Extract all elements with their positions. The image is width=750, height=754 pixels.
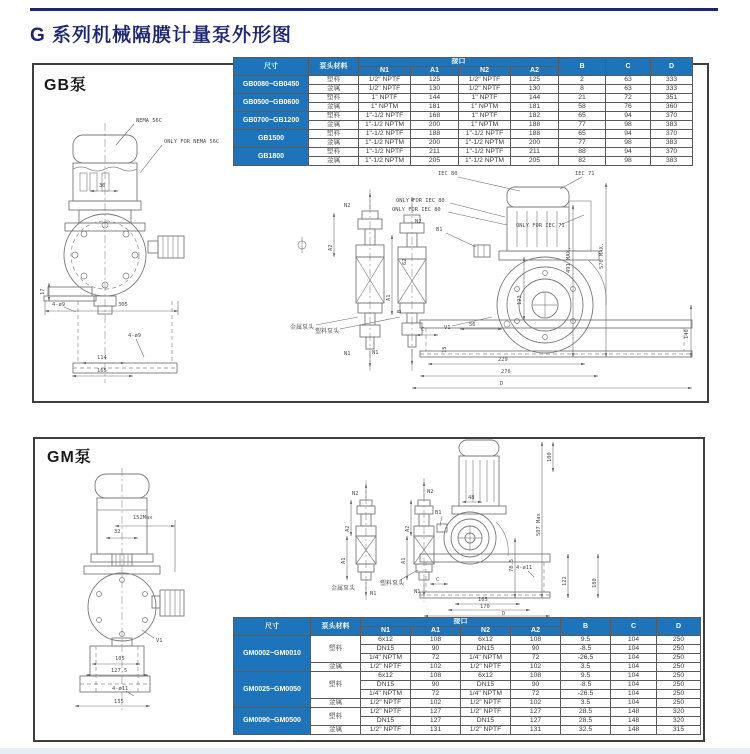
table-cell: 77 — [559, 139, 606, 148]
table-cell: 131 — [511, 726, 561, 735]
only-for-nema-56c-label: ONLY FOR NEMA 56C — [164, 139, 220, 145]
table-cell: 72 — [411, 690, 461, 699]
n1-label-plastic: N1 — [414, 589, 421, 595]
table-cell: 塑料 — [309, 76, 359, 85]
dim-4-o11: 4-ø11 — [112, 686, 129, 692]
table-cell: DN15 — [461, 717, 511, 726]
table-cell: 21 — [559, 94, 606, 103]
table-cell: 102 — [411, 699, 461, 708]
table-cell: 金属 — [309, 85, 359, 94]
table-cell: 1" NPTM — [459, 121, 511, 130]
header-cell: B — [559, 58, 606, 76]
table-cell: 104 — [611, 690, 657, 699]
dim-127-5: 127.5 — [111, 668, 128, 674]
dim-180: 180 — [592, 578, 598, 588]
table-cell: 2 — [559, 76, 606, 85]
iec-80-label: IEC 80 — [438, 171, 458, 177]
table-cell: 383 — [651, 139, 693, 148]
table-row — [234, 58, 693, 67]
table-cell: 72 — [606, 94, 651, 103]
table-cell: 315 — [657, 726, 701, 735]
gb-front-view-drawing — [30, 95, 245, 395]
table-cell: 65 — [559, 130, 606, 139]
row-header-cell: GB1500 — [234, 130, 309, 148]
n1-label-metal: N1 — [344, 351, 351, 357]
header-cell: N1 — [359, 67, 411, 76]
gm-panel-title: GM泵 — [47, 449, 92, 466]
table-cell: 1/2" NPTF — [461, 699, 511, 708]
header-cell: 泵头材料 — [309, 58, 359, 76]
dim-d: D — [502, 611, 506, 617]
table-cell: 108 — [511, 636, 561, 645]
table-cell: 200 — [511, 139, 559, 148]
table-cell: 1/4" NPTM — [461, 690, 511, 699]
table-cell: 6x12 — [461, 672, 511, 681]
header-cell: 接口 — [359, 58, 559, 67]
table-cell: 1" NPTM — [359, 103, 411, 112]
dim-100: 100 — [547, 452, 553, 462]
b1-label: B1 — [436, 227, 443, 233]
dim-491-max: 491 MAX. — [566, 247, 572, 273]
table-cell: 1"-1/2 NPTM — [459, 157, 511, 166]
table-cell: 3.5 — [561, 663, 611, 672]
table-cell: 塑料 — [309, 148, 359, 157]
dim-62: 62 — [402, 258, 408, 265]
dim-507max: 507 Max — [536, 513, 542, 536]
table-cell: 77 — [559, 121, 606, 130]
gb-table — [233, 57, 693, 166]
table-cell: 1" NPTF — [459, 112, 511, 121]
table-cell: 金属 — [309, 121, 359, 130]
table-cell: 1"-1/2 NPTF — [459, 148, 511, 157]
table-cell: 金属 — [311, 699, 361, 708]
table-cell: 88 — [559, 148, 606, 157]
table-cell: 250 — [657, 663, 701, 672]
table-cell: 金属 — [311, 726, 361, 735]
table-cell: 168 — [411, 112, 459, 121]
header-cell: 泵头材料 — [311, 618, 361, 636]
table-cell: 76 — [606, 103, 651, 112]
table-cell: 1/2" NPTF — [461, 708, 511, 717]
header-cell: B — [561, 618, 611, 636]
table-cell: 102 — [511, 699, 561, 708]
a1-dim-plastic: A1 — [401, 557, 407, 564]
header-cell: N2 — [461, 627, 511, 636]
dim-123: 123 — [517, 295, 523, 305]
table-cell: 148 — [611, 717, 657, 726]
table-row — [234, 94, 693, 103]
table-cell: 250 — [657, 636, 701, 645]
table-cell: 370 — [651, 130, 693, 139]
table-cell: 144 — [511, 94, 559, 103]
dim-48: 48 — [468, 495, 475, 501]
dim-152max: 152Max — [133, 515, 153, 521]
table-cell: 1" NPTF — [359, 94, 411, 103]
table-cell: 塑料 — [309, 112, 359, 121]
table-cell: DN15 — [361, 681, 411, 690]
table-cell: 金属 — [311, 663, 361, 672]
n1-label-metal: N1 — [370, 591, 377, 597]
table-cell: 370 — [651, 148, 693, 157]
n2-label-metal: N2 — [344, 203, 351, 209]
table-cell: 1/4" NPTM — [361, 690, 411, 699]
table-cell: 8 — [559, 85, 606, 94]
dim-4-o9-b: 4-ø9 — [128, 333, 141, 339]
only-for-iec80-label-2: ONLY FOR IEC 80 — [392, 207, 441, 213]
plastic-head-label: 塑料泵头 — [315, 329, 340, 335]
dim-114: 114 — [97, 355, 107, 361]
table-cell: 181 — [511, 103, 559, 112]
table-cell: 6x12 — [361, 636, 411, 645]
a1-dim: A1 — [386, 294, 392, 301]
table-cell: 65 — [559, 112, 606, 121]
table-cell: 320 — [657, 708, 701, 717]
gb-panel-title: GB泵 — [44, 77, 88, 94]
table-cell: 90 — [411, 645, 461, 654]
table-cell: 188 — [511, 130, 559, 139]
dim-56: 56 — [469, 322, 476, 328]
table-cell: 6x12 — [461, 636, 511, 645]
gm-side-view-drawing — [330, 438, 702, 618]
dim-15: 15 — [442, 346, 448, 353]
only-for-iec80-label-1: ONLY FOR IEC 80 — [396, 198, 445, 204]
n2-label-plastic: N2 — [415, 219, 422, 225]
table-cell: DN15 — [461, 681, 511, 690]
dim-105: 105 — [115, 656, 125, 662]
b-dim: B — [397, 309, 403, 313]
dim-165: 165 — [97, 368, 107, 374]
table-cell: 1"-1/2 NPTF — [359, 148, 411, 157]
table-cell: 1" NPTM — [459, 103, 511, 112]
table-cell: 104 — [611, 681, 657, 690]
table-cell: -8.5 — [561, 681, 611, 690]
v1-label: V1 — [156, 638, 163, 644]
table-cell: 250 — [657, 645, 701, 654]
row-header-cell: GM0090~GM0500 — [234, 708, 311, 735]
table-cell: 127 — [411, 717, 461, 726]
table-cell: 182 — [511, 112, 559, 121]
table-cell: 塑料 — [309, 130, 359, 139]
table-cell: 金属 — [309, 103, 359, 112]
table-cell: 200 — [411, 139, 459, 148]
table-cell: 130 — [511, 85, 559, 94]
table-cell: 3.5 — [561, 699, 611, 708]
table-cell: 127 — [411, 708, 461, 717]
table-cell: 63 — [606, 76, 651, 85]
table-cell: 148 — [611, 708, 657, 717]
gm-table — [233, 617, 701, 735]
v1-label: V1 — [444, 325, 451, 331]
n1-label-plastic: N1 — [372, 350, 379, 356]
table-cell: 1/4" NPTM — [361, 654, 411, 663]
table-cell: DN15 — [361, 717, 411, 726]
table-cell: 9.5 — [561, 672, 611, 681]
table-cell: 塑料 — [311, 672, 361, 699]
table-cell: 211 — [511, 148, 559, 157]
header-cell: C — [611, 618, 657, 636]
gm-front-view-drawing — [40, 460, 240, 718]
dim-17: 17 — [40, 288, 46, 295]
table-cell: 188 — [511, 121, 559, 130]
table-row — [234, 130, 693, 139]
table-cell: 181 — [411, 103, 459, 112]
plastic-head-label: 塑料泵头 — [380, 581, 405, 587]
table-cell: 塑料 — [309, 94, 359, 103]
table-cell: 205 — [511, 157, 559, 166]
table-cell: 211 — [411, 148, 459, 157]
table-cell: 1/2" NPTF — [361, 726, 411, 735]
header-cell: 接口 — [361, 618, 561, 627]
header-cell: N1 — [361, 627, 411, 636]
table-cell: 58 — [559, 103, 606, 112]
dim-122: 122 — [562, 576, 568, 586]
dim-276: 276 — [501, 369, 511, 375]
table-cell: 104 — [611, 645, 657, 654]
dim-4-o11: 4-ø11 — [516, 565, 533, 571]
table-cell: -26.5 — [561, 654, 611, 663]
table-cell: 90 — [511, 645, 561, 654]
table-cell: 370 — [651, 112, 693, 121]
table-cell: 1"-1/2 NPTM — [359, 157, 411, 166]
row-header-cell: GB0500~GB0600 — [234, 94, 309, 112]
table-cell: 63 — [606, 85, 651, 94]
table-cell: 1"-1/2 NPTM — [459, 139, 511, 148]
dim-305: 305 — [118, 302, 128, 308]
page-bottom-strip — [0, 748, 750, 754]
header-cell: A2 — [511, 627, 561, 636]
table-cell: DN15 — [361, 645, 411, 654]
row-header-cell: GB0080~GB0450 — [234, 76, 309, 94]
table-cell: 104 — [611, 672, 657, 681]
dim-105: 105 — [478, 597, 488, 603]
table-cell: 6x12 — [361, 672, 411, 681]
dim-78-5: 78.5 — [509, 559, 515, 572]
n2-label-plastic: N2 — [427, 489, 434, 495]
gb-side-view-drawing — [288, 165, 706, 398]
n2-label-metal: N2 — [352, 491, 359, 497]
dim-229: 229 — [498, 357, 508, 363]
table-cell: 188 — [411, 130, 459, 139]
table-cell: 125 — [511, 76, 559, 85]
header-cell: A2 — [511, 67, 559, 76]
table-cell: 28.5 — [561, 717, 611, 726]
table-cell: 333 — [651, 85, 693, 94]
table-cell: 9.5 — [561, 636, 611, 645]
table-cell: 104 — [611, 654, 657, 663]
table-cell: 127 — [511, 717, 561, 726]
header-cell: 尺寸 — [234, 618, 311, 636]
table-cell: 1" NPTF — [459, 94, 511, 103]
table-cell: 1/2" NPTF — [461, 726, 511, 735]
dim-d: D — [500, 381, 504, 387]
header-cell: C — [606, 58, 651, 76]
table-cell: 250 — [657, 672, 701, 681]
table-cell: 127 — [511, 708, 561, 717]
table-cell: -8.5 — [561, 645, 611, 654]
table-cell: 90 — [511, 681, 561, 690]
table-cell: 360 — [651, 103, 693, 112]
table-cell: 72 — [511, 654, 561, 663]
table-row — [234, 708, 701, 717]
table-cell: 104 — [611, 663, 657, 672]
table-cell: 108 — [411, 636, 461, 645]
table-cell: 98 — [606, 139, 651, 148]
table-cell: 108 — [511, 672, 561, 681]
table-row — [234, 76, 693, 85]
table-cell: 125 — [411, 76, 459, 85]
dim-135: 135 — [114, 699, 124, 705]
page-title: G 系列机械隔膜计量泵外形图 — [30, 25, 293, 46]
dim-30: 30 — [99, 183, 106, 189]
table-cell: 1/2" NPTF — [459, 85, 511, 94]
table-cell: 1"-1/2 NPTF — [359, 130, 411, 139]
table-cell: 383 — [651, 157, 693, 166]
table-cell: 1/2" NPTF — [461, 663, 511, 672]
table-cell: 1/2" NPTF — [361, 663, 411, 672]
a1-dim-metal: A1 — [341, 557, 347, 564]
table-cell: 320 — [657, 717, 701, 726]
a2-dim-metal: A2 — [345, 525, 351, 532]
table-row — [234, 618, 701, 627]
metal-head-label: 金属泵头 — [331, 586, 356, 592]
table-cell: 28.5 — [561, 708, 611, 717]
table-cell: 250 — [657, 699, 701, 708]
table-cell: 383 — [651, 121, 693, 130]
table-cell: 1"-1/2 NPTM — [359, 121, 411, 130]
table-cell: 1/2" NPTF — [359, 85, 411, 94]
table-cell: 144 — [411, 94, 459, 103]
table-cell: 1"-1/2 NPTM — [359, 139, 411, 148]
top-rule — [30, 8, 718, 11]
a2-dim: A2 — [328, 244, 334, 251]
table-cell: 104 — [611, 699, 657, 708]
table-cell: 104 — [611, 636, 657, 645]
iec-71-label: IEC 71 — [575, 171, 595, 177]
header-cell: A1 — [411, 627, 461, 636]
table-cell: 1/2" NPTF — [361, 708, 411, 717]
table-cell: 金属 — [309, 157, 359, 166]
table-cell: 200 — [411, 121, 459, 130]
table-cell: 72 — [411, 654, 461, 663]
table-cell: 1/2" NPTF — [359, 76, 411, 85]
row-header-cell: GB0700~GB1200 — [234, 112, 309, 130]
table-cell: 94 — [606, 130, 651, 139]
table-cell: 32.5 — [561, 726, 611, 735]
table-cell: 102 — [511, 663, 561, 672]
table-row — [234, 112, 693, 121]
table-cell: 72 — [511, 690, 561, 699]
table-cell: 250 — [657, 654, 701, 663]
dim-570-max: 570 MAX. — [599, 243, 605, 269]
table-cell: 205 — [411, 157, 459, 166]
table-row — [234, 672, 701, 681]
table-cell: 塑料 — [311, 636, 361, 663]
dim-4-o9-a: 4-ø9 — [52, 302, 65, 308]
dim-140: 140 — [684, 329, 690, 339]
b1-label: B1 — [435, 510, 442, 516]
header-cell: A1 — [411, 67, 459, 76]
row-header-cell: GB1800 — [234, 148, 309, 166]
table-cell: 1/2" NPTF — [459, 76, 511, 85]
c-dim: C — [421, 327, 425, 333]
header-cell: D — [651, 58, 693, 76]
table-cell: 94 — [606, 148, 651, 157]
table-cell: 351 — [651, 94, 693, 103]
table-cell: 333 — [651, 76, 693, 85]
table-row — [234, 148, 693, 157]
metal-head-label: 金属泵头 — [290, 325, 315, 331]
table-cell: DN15 — [461, 645, 511, 654]
table-cell: 108 — [411, 672, 461, 681]
table-cell: 塑料 — [311, 708, 361, 726]
header-cell: D — [657, 618, 701, 636]
table-cell: 130 — [411, 85, 459, 94]
row-header-cell: GM0025~GM0050 — [234, 672, 311, 708]
table-cell: 90 — [411, 681, 461, 690]
table-cell: 1/2" NPTF — [361, 699, 411, 708]
header-cell: 尺寸 — [234, 58, 309, 76]
table-cell: 98 — [606, 157, 651, 166]
c-dim: C — [436, 577, 440, 583]
a2-dim-plastic: A2 — [405, 525, 411, 532]
nema-56c-label: NEMA 56C — [136, 118, 162, 124]
dim-170: 170 — [480, 604, 490, 610]
table-cell: 82 — [559, 157, 606, 166]
table-cell: 98 — [606, 121, 651, 130]
dim-32: 32 — [114, 529, 121, 535]
table-cell: 1"-1/2 NPTF — [359, 112, 411, 121]
table-cell: 250 — [657, 681, 701, 690]
table-row — [234, 636, 701, 645]
table-cell: 1"-1/2 NPTF — [459, 130, 511, 139]
table-cell: 1/4" NPTM — [461, 654, 511, 663]
only-for-iec71-label: ONLY FOR IEC 71 — [516, 223, 565, 229]
table-cell: 148 — [611, 726, 657, 735]
table-cell: 131 — [411, 726, 461, 735]
table-cell: 金属 — [309, 139, 359, 148]
table-cell: -26.5 — [561, 690, 611, 699]
table-cell: 250 — [657, 690, 701, 699]
row-header-cell: GM0002~GM0010 — [234, 636, 311, 672]
table-cell: 94 — [606, 112, 651, 121]
header-cell: N2 — [459, 67, 511, 76]
table-cell: 102 — [411, 663, 461, 672]
